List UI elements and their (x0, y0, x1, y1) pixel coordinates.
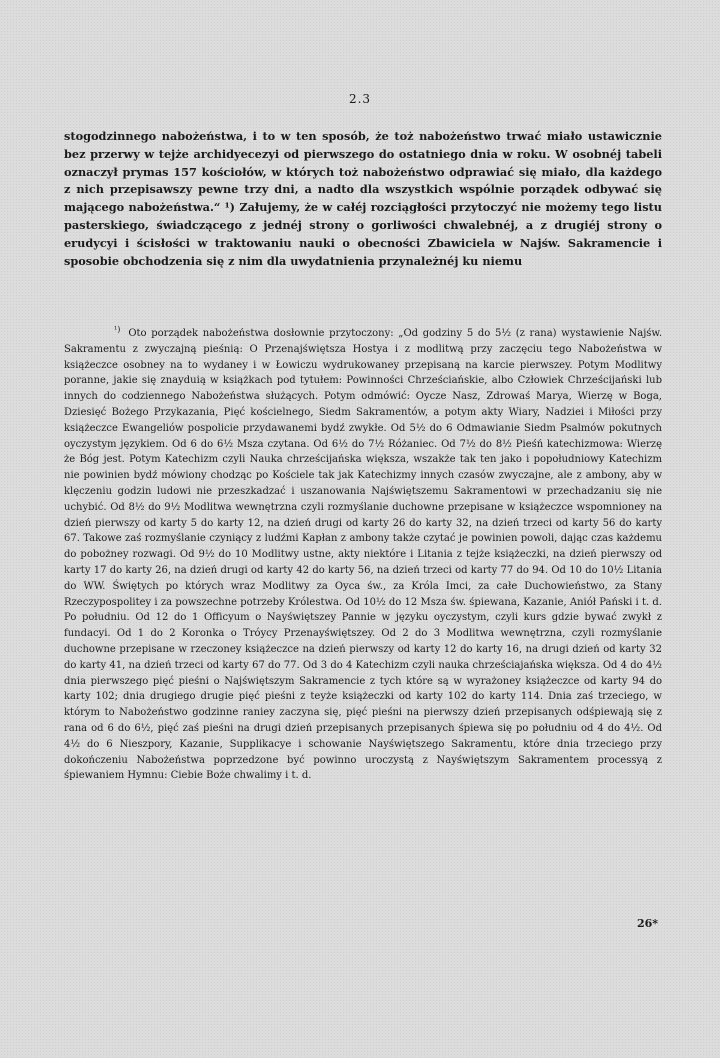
footnote-text: Oto porządek nabożeństwa dosłownie przytoczony: „Od godziny 5 do 5½ (z rana) wystawienie Najśw. Sakramentu z zwyczajną pieśnią: O Przenajświętsza Hostya i z modlitwą przy zaczęciu tego Nabożeństwa w książeczce osobney na to wydaney i w Łowiczu wydrukowaney przepisaną na karcie pierwszey. Potym Modlitwy poranne, jakie się znayduią w książkach pod tytułem: Powinności Chrześciańskie, albo Człowiek Chrześcijański lub innych do codziennego Nabożeństwa służących. Potym odmówić: Oycze Nasz, Zdrowaś Marya, Wierzę w Boga, Dziesięć Bożego Przykazania, Pięć kościelnego, Siedm Sakramentów, a potym akty Wiary, Nadziei i Miłości przy książeczce Ewangeliów pospolicie przydawanemi bydź zwykłe. Od 5½ do 6 Odmawianie Siedm Psalmów pokutnych oyczystym językiem. Od 6 do 6½ Msza czytana. Od 6½ do 7½ Różaniec. Od 7½ do 8½ Pieśń katechizmowa: Wierzę że Bóg jest. Potym Katechizm czyli Nauka chrześcijańska większa, wszakże tak ten jako i popołudniowy Katechizm nie powinien bydź mówiony chodząc po Kościele tak jak Katechizmy innych czasów zwyczajne, ale z ambony, aby w klęczeniu godzin ludowi nie przeszkadzać i uszanowania Najświętszemu Sakramentowi w przechadzaniu się nie uchybić. Od 8½ do 9½ Modlitwa wewnętrzna czyli rozmyślanie duchowne przepisane w książeczce wspomnioney na dzień pierwszy od karty 5 do karty 12, na dzień drugi od karty 26 do karty 32, na dzień trzeci od karty 56 do karty 67. Takowe zaś rozmyślanie czyniący z ludźmi Kapłan z ambony także czytać je powinien powoli, dając czas każdemu do pobożney rozwagi. Od 9½ do 10 Modlitwy ustne, akty niektóre i Litania z tejże książeczki, na dzień pierwszy od karty 17 do karty 26, na dzień drugi od karty 42 do karty 56, na dzień trzeci od karty 77 do 94. Od 10 do 10½ Litania do WW. Świętych po których wraz Modlitwy za Oyca św., za Króla Imci, za całe Duchowieństwo, za Stany Rzeczypospolitey i za powszechne potrzeby Królestwa. Od 10½ do 12 Msza św. śpiewana, Kazanie, Aniół Pański i t. d. Po południu. Od 12 do 1 Officyum o Nayświętszey Pannie w języku oyczystym, czyli kurs gdzie bywać zwykł z fundacyi. Od 1 do 2 Koronka o Tróycy Przenayświętszey. Od 2 do 3 Modlitwa wewnętrzna, czyli rozmyślanie duchowne przepisane w rzeczoney książeczce na dzień pierwszy od karty 12 do karty 16, na drugi dzień od karty 32 do karty 41, na dzień trzeci od karty 67 do 77. Od 3 do 4 Katechizm czyli nauka chrześciajańska większa. Od 4 do 4½ dnia pierwszego pięć pieśni o Najświętszym Sakramencie z tych które są w wyrażoney książeczce od karty 94 do karty 102; dnia drugiego drugie pięć pieśni z teyże książeczki od karty 102 do karty 114. Dnia zaś trzeciego, w którym to Nabożeństwo godzinne raniey zaczyna się, pięć pieśni na pierwszy dzień przepisanych odśpiewają się z rana od 6 do 6½, pięć zaś pieśni na drugi dzień przepisanych przepisanych śpiewa się po południu od 4 do 4½. Od 4½ do 6 Nieszpory, Kazanie, Supplikacye i schowanie Nayświętszego Sakramentu, które dnia trzeciego przy dokończeniu Nabożeństwa poprzedzone być powinno uroczystą z Nayświętszym Sakramentem processyą z śpiewaniem Hymnu: Ciebie Boże chwalimy i t. d. (64, 328, 662, 782)
footnote (64, 322, 662, 784)
printer-signature: 26* (636, 917, 658, 930)
footnote-marker: ¹) (114, 325, 121, 334)
body-paragraph: stogodzinnego nabożeństwa, i to w ten sposób, że toż nabożeństwo trwać miało ustawicznie bez przerwy w tejże archidyecezyi od pierwszego do ostatniego dnia w roku. W osobnéj tabeli oznaczył prymas 157 kościołów, w których toż nabożeństwo odprawiać się miało, dla każdego z nich przepisawszy pewne trzy dni, a nadto dla wszystkich wspólnie porządek odbywać się mającego nabożeństwa.“ ¹) Załujemy, że w całéj rozciągłości przytoczyć nie możemy tego listu pasterskiego, świadczącego z jednéj strony o gorliwości chwalebnéj, a z drugiéj strony o erudycyi i ścisłości w traktowaniu nauki o obecności Zbawiciela w Najśw. Sakramencie i sposobie obchodzenia się z nim dla uwydatnienia przynależnéj ku niemu (64, 129, 662, 268)
page-number: 2.3 (348, 92, 372, 106)
